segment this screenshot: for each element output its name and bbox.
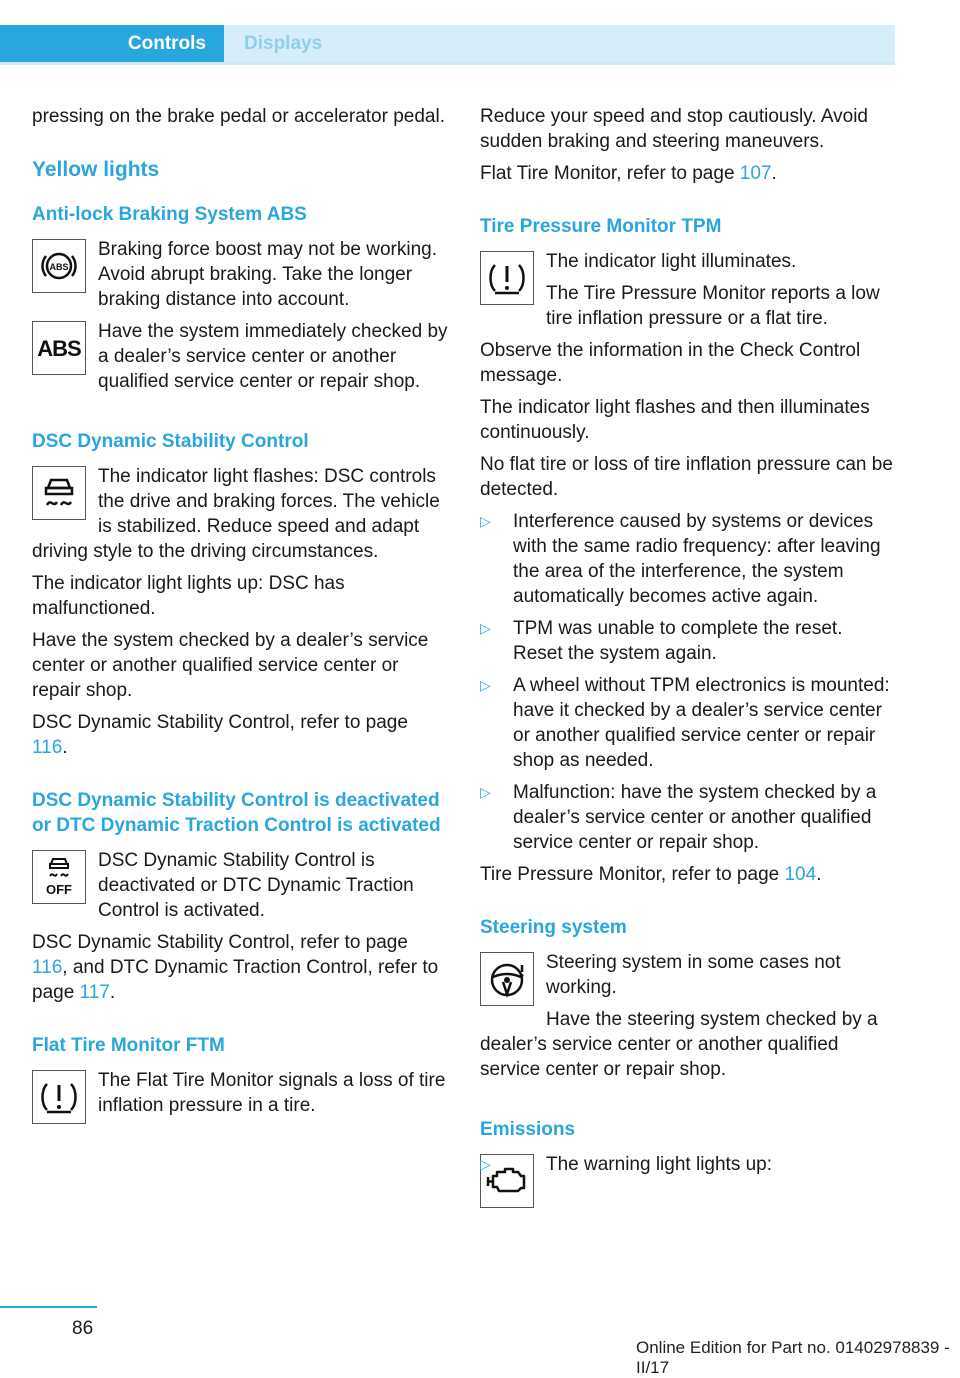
abs-block-2 (32, 319, 448, 401)
list-item: ▷ Interference caused by systems or devices with the same radio frequency: after leaving the area of the interference, the system automatically becomes active again. (480, 511, 881, 607)
dsc-text-1: The indicator light flashes: DSC controls the drive and braking forces. The vehicle is stabilized. Reduce speed and adapt driving style to the driving circumstances. (32, 466, 440, 562)
ftm-ref: Flat Tire Monitor, refer to page 107. (480, 163, 777, 184)
dsc-off-text-1: DSC Dynamic Stability Control is deactivated or DTC Dynamic Traction Control is activated. (98, 850, 414, 921)
tpm-text-2: The Tire Pressure Monitor reports a low tire inflation pressure or a flat tire. (546, 283, 880, 329)
heading-dsc-off: DSC Dynamic Stability Control is deactivated or DTC Dynamic Traction Control is activated (32, 790, 441, 836)
steering-text-2: Have the steering system checked by a dealer’s service center or another qualified service center or repair shop. (480, 1009, 878, 1080)
abs-circle-icon (32, 239, 86, 293)
steering-wheel-icon (480, 952, 534, 1006)
abs-block (32, 237, 448, 319)
bullet-triangle-icon: ▷ (480, 513, 491, 529)
svg-text:OFF: OFF (46, 882, 72, 897)
edition-note: Online Edition for Part no. 01402978839 - II/17 (636, 1338, 950, 1377)
page-link-117[interactable]: 117 (79, 982, 110, 1003)
tpm-ref: Tire Pressure Monitor, refer to page 104. (480, 864, 822, 885)
emissions-bullet-list (480, 1152, 896, 1177)
abs-text-icon: ABS (32, 321, 86, 375)
steering-block (480, 950, 896, 1089)
tpm-block (480, 249, 896, 338)
right-intro: Reduce your speed and stop cautiously. Avoid sudden braking and steering maneuvers. (480, 106, 868, 152)
page-link-104[interactable]: 104 (784, 864, 817, 885)
list-item: ▷ The warning light lights up: (480, 1154, 773, 1175)
heading-tpm: Tire Pressure Monitor TPM (480, 216, 722, 237)
abs-text-1: Braking force boost may not be working. Avoid abrupt braking. Take the longer braking distance into account. (98, 239, 438, 310)
ftm-text-1: The Flat Tire Monitor signals a loss of tire inflation pressure in a tire. (98, 1070, 446, 1116)
heading-abs: Anti-lock Braking System ABS (32, 204, 307, 225)
bullet-triangle-icon: ▷ (480, 784, 491, 800)
intro-text: pressing on the brake pedal or accelerator pedal. (32, 106, 445, 127)
tire-pressure-icon (480, 251, 534, 305)
steering-text-1: Steering system in some cases not working. (546, 952, 841, 998)
abs-text-2: Have the system immediately checked by a dealer’s service center or another qualified service center or repair shop. (98, 321, 448, 392)
tpm-text-3: Observe the information in the Check Control message. (480, 340, 861, 386)
tire-warning-icon (32, 1070, 86, 1124)
chapter-tabs (0, 25, 895, 65)
dsc-off-block (32, 848, 448, 930)
bullet-triangle-icon: ▷ (480, 1156, 491, 1172)
heading-steering: Steering system (480, 917, 627, 938)
section-heading-yellow-lights: Yellow lights (32, 158, 160, 181)
tpm-text-5: No flat tire or loss of tire inflation pressure can be detected. (480, 454, 893, 500)
list-item: ▷ TPM was unable to complete the reset. Reset the system again. (480, 618, 843, 664)
left-column (32, 104, 448, 1128)
bullet-triangle-icon: ▷ (480, 677, 491, 693)
right-column (480, 104, 896, 1212)
emissions-block (480, 1152, 896, 1212)
dsc-text-3: Have the system checked by a dealer’s service center or another qualified service center or repair shop. (32, 630, 429, 701)
tpm-bullet-list (480, 509, 896, 855)
page-link-116b[interactable]: 116 (32, 957, 63, 978)
page-link-107[interactable]: 107 (739, 163, 772, 184)
tab-controls[interactable]: Controls (0, 25, 224, 62)
page-link-116[interactable]: 116 (32, 737, 63, 758)
list-item: ▷ A wheel without TPM electronics is mounted: have it checked by a dealer’s service center or another qualified service center or repair shop as needed. (480, 675, 890, 771)
dsc-block (32, 464, 448, 571)
ftm-block (32, 1068, 448, 1128)
heading-ftm: Flat Tire Monitor FTM (32, 1035, 225, 1056)
tpm-text-1: The indicator light illuminates. (546, 251, 797, 272)
dsc-off-icon (32, 850, 86, 904)
page-number: 86 (72, 1318, 94, 1339)
footer-rule (0, 1306, 97, 1308)
heading-emissions: Emissions (480, 1119, 576, 1140)
skidding-car-icon (32, 466, 86, 520)
dsc-off-ref: DSC Dynamic Stability Control, refer to page 116, and DTC Dynamic Traction Control, refer to page 117. (32, 932, 439, 1003)
svg-text:ABS: ABS (49, 262, 69, 272)
list-item: ▷ Malfunction: have the system checked by a dealer’s service center or another qualified service center or repair shop. (480, 782, 877, 853)
bullet-triangle-icon: ▷ (480, 620, 491, 636)
tpm-text-4: The indicator light flashes and then illuminates continuously. (480, 397, 870, 443)
dsc-text-2: The indicator light lights up: DSC has malfunctioned. (32, 573, 345, 619)
tab-displays[interactable]: Displays (224, 25, 895, 62)
heading-dsc: DSC Dynamic Stability Control (32, 431, 309, 452)
dsc-ref: DSC Dynamic Stability Control, refer to page 116. (32, 712, 408, 758)
